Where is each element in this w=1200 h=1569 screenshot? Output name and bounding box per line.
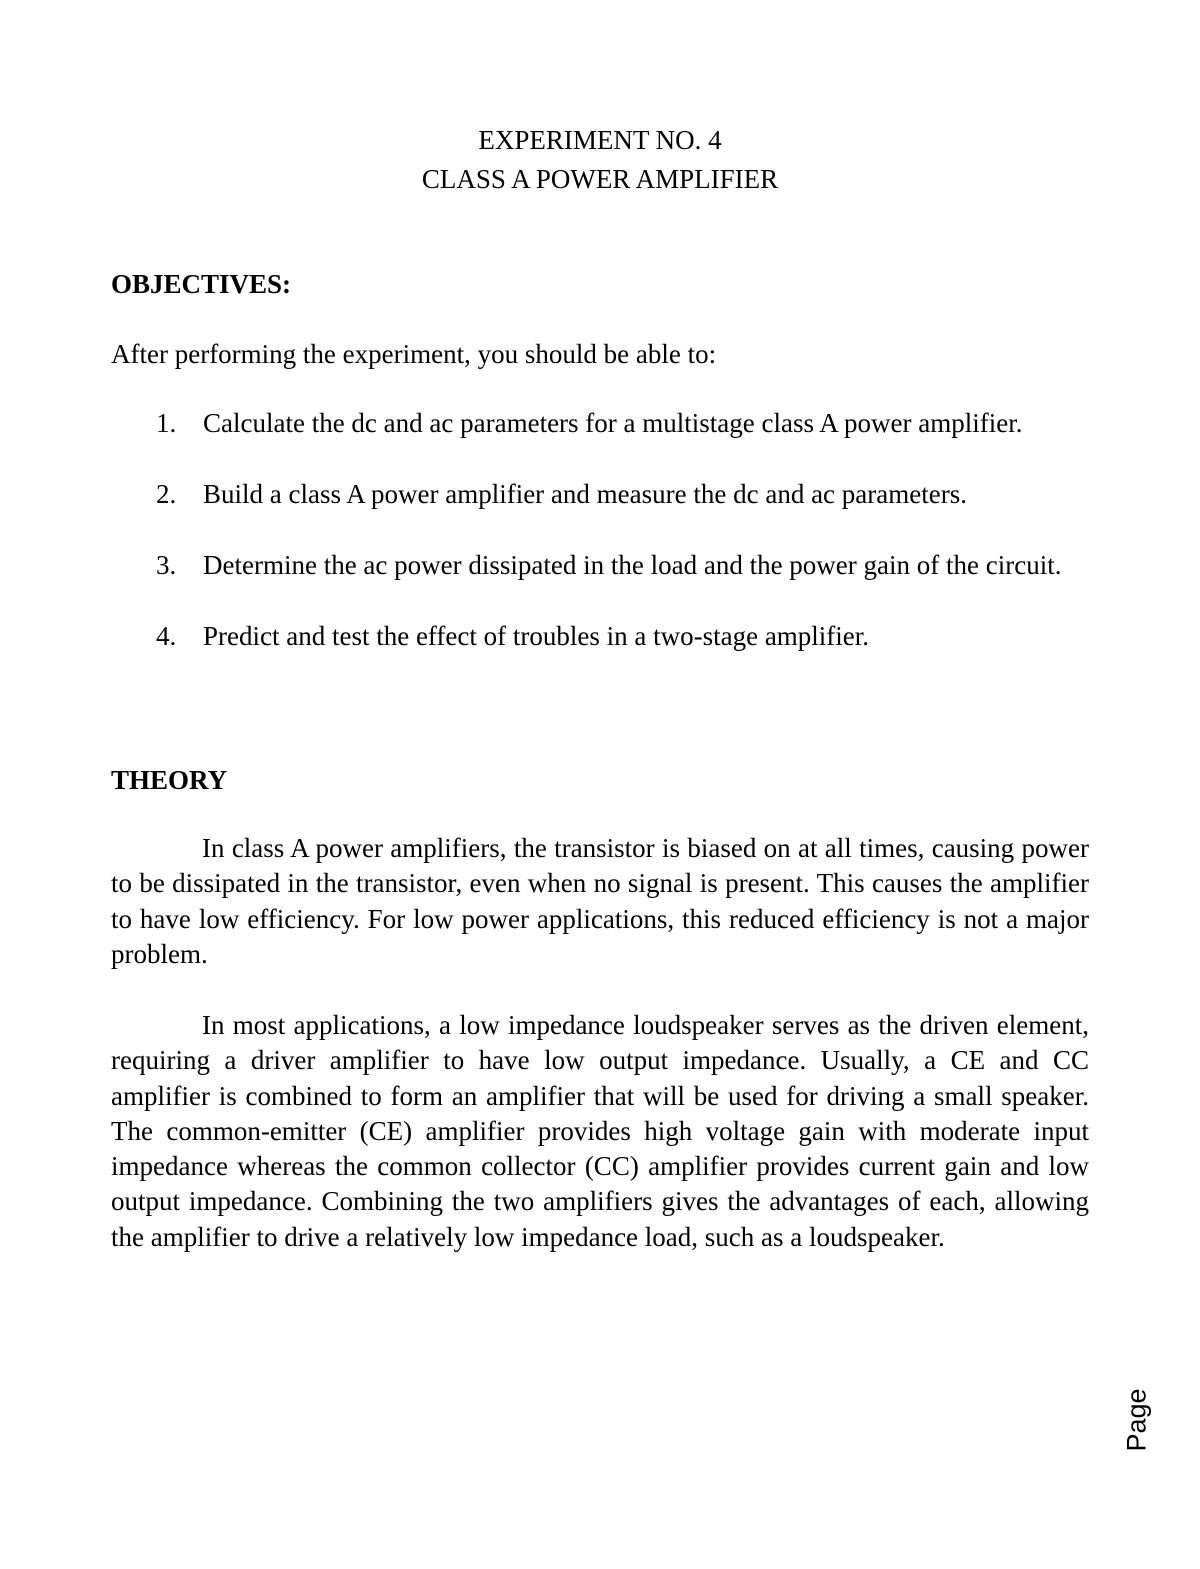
- document-title: [0, 121, 1200, 199]
- theory-paragraph: In most applications, a low impedance loudspeaker serves as the driven element, requiring a driver amplifier to have low output impedance. Usually, a CE and CC amplifier is combined to form an amplifier that will be used for driving a small speaker. The common-emitter (CE) amplifier provides high voltage gain with moderate input impedance whereas the common collector (CC) amplifier provides current gain and low output impedance. Combining the two amplifiers gives the advantages of each, allowing the amplifier to drive a relatively low impedance load, such as a loudspeaker.: [111, 1010, 1089, 1252]
- theory-heading: THEORY: [111, 765, 228, 795]
- page-label: [1112, 1387, 1162, 1453]
- page-label-text: Page: [1121, 1388, 1152, 1452]
- objectives-intro: After performing the experiment, you should be able to:: [111, 339, 717, 369]
- objective-item: [111, 406, 1089, 441]
- objective-number: 2.: [156, 479, 177, 509]
- theory-paragraph: In class A power amplifiers, the transistor is biased on at all times, causing power to be dissipated in the transistor, even when no signal is present. This causes the amplifier to have low efficiency. For low power applications, this reduced efficiency is not a major problem.: [111, 833, 1089, 969]
- objective-number: 1.: [156, 408, 177, 438]
- objective-number: 3.: [156, 550, 177, 580]
- objective-item: [111, 619, 1089, 654]
- objective-text: Calculate the dc and ac parameters for a multistage class A power amplifier.: [203, 408, 1023, 438]
- objective-text: Predict and test the effect of troubles in a two-stage amplifier.: [203, 621, 870, 651]
- objective-number: 4.: [156, 621, 177, 651]
- objective-text: Determine the ac power dissipated in the load and the power gain of the circuit.: [203, 550, 1062, 580]
- objective-item: [111, 477, 1089, 512]
- objectives-heading: OBJECTIVES:: [111, 269, 292, 299]
- objective-text: Build a class A power amplifier and measure the dc and ac parameters.: [203, 479, 967, 509]
- experiment-title: CLASS A POWER AMPLIFIER: [421, 164, 779, 194]
- objective-item: [111, 548, 1089, 583]
- experiment-number: EXPERIMENT NO. 4: [478, 125, 722, 155]
- objectives-list: [111, 406, 1089, 690]
